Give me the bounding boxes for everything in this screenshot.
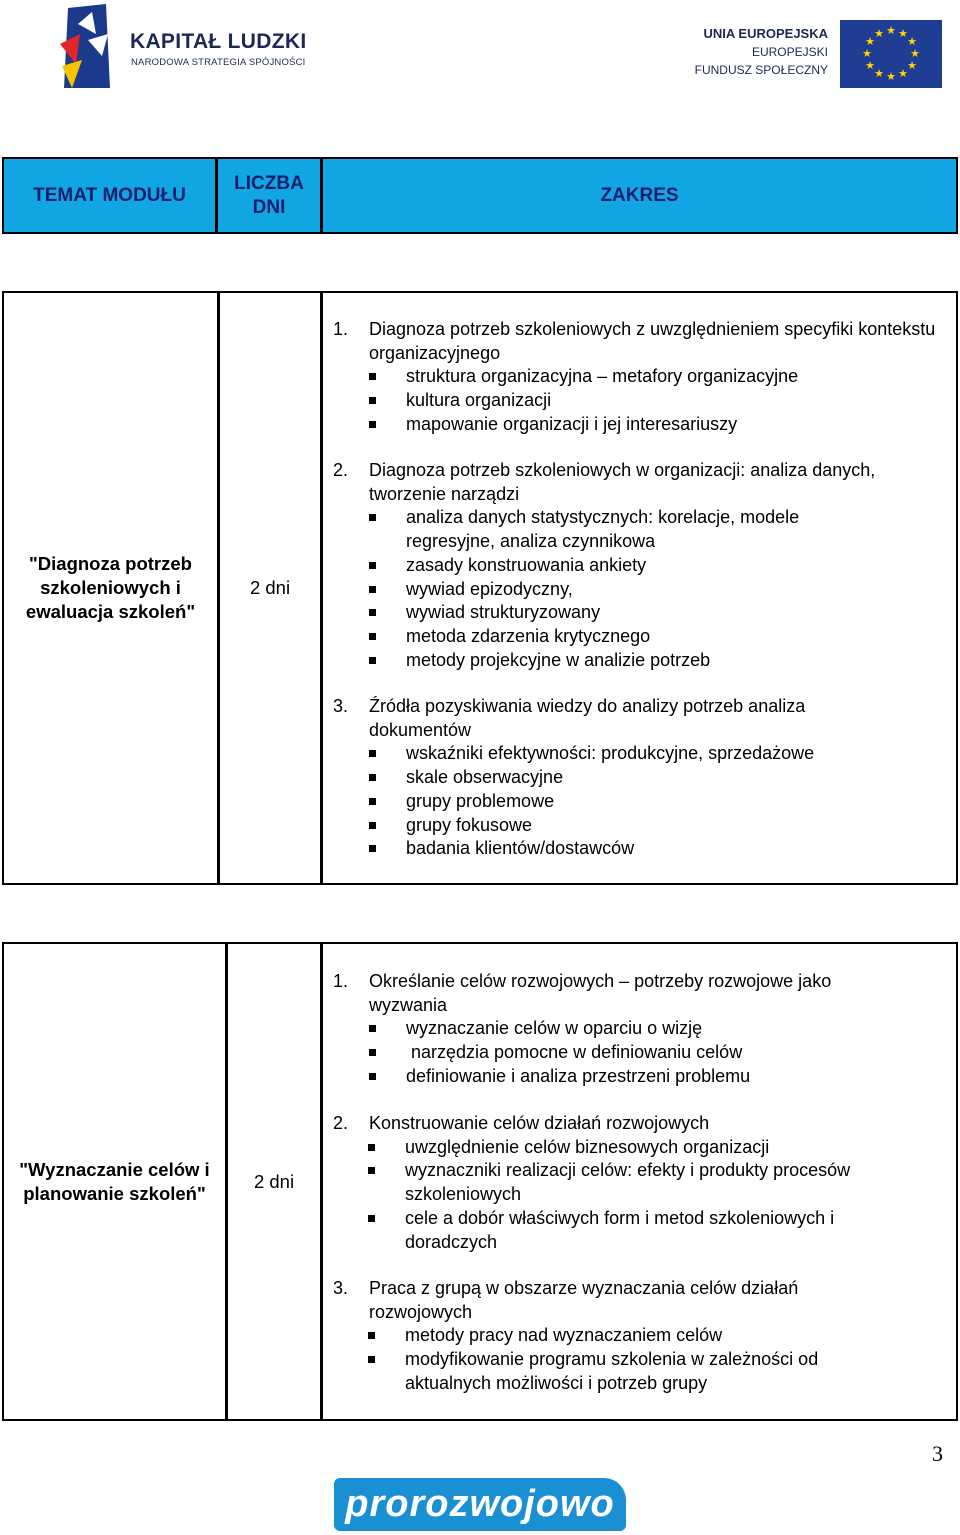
header-scope: ZAKRES bbox=[600, 184, 679, 206]
list-item: wskaźniki efektywności: produkcyjne, sprzedażowe bbox=[369, 742, 953, 766]
list-item: skale obserwacyjne bbox=[369, 766, 953, 790]
section-number: 1. bbox=[333, 319, 349, 339]
module-days: 2 dni bbox=[253, 1170, 295, 1192]
logo-subtitle: NARODOWA STRATEGIA SPÓJNOŚCI bbox=[131, 57, 306, 68]
svg-text:★: ★ bbox=[874, 27, 884, 40]
list-item: metoda zdarzenia krytycznego bbox=[369, 625, 953, 649]
list-item: zasady konstruowania ankiety bbox=[369, 554, 953, 578]
section-items bbox=[333, 365, 953, 436]
section-number: 2. bbox=[333, 460, 349, 480]
module-table-2 bbox=[2, 942, 958, 1421]
list-item: struktura organizacyjna – metafory organizacyjne bbox=[369, 365, 953, 389]
list-item: metody projekcyjne w analizie potrzeb bbox=[369, 649, 953, 673]
list-item: analiza danych statystycznych: korelacje, modele regresyjne, analiza czynnikowa bbox=[369, 506, 866, 553]
section-items bbox=[333, 1136, 923, 1255]
svg-text:★: ★ bbox=[907, 59, 917, 72]
prorozwojowo-logo: prorozwojowo bbox=[334, 1478, 626, 1531]
column-divider bbox=[320, 944, 323, 1419]
module-table-1 bbox=[2, 291, 958, 885]
list-item: metody pracy nad wyznaczaniem celów bbox=[368, 1324, 923, 1348]
list-item: wyznaczniki realizacji celów: efekty i produkty procesów szkoleniowych bbox=[368, 1159, 923, 1206]
eu-flag-icon bbox=[840, 20, 942, 88]
svg-text:★: ★ bbox=[910, 47, 920, 60]
svg-text:★: ★ bbox=[886, 70, 896, 83]
section-items bbox=[333, 742, 953, 861]
eu-logo-line2: EUROPEJSKI bbox=[751, 45, 828, 59]
list-item: wyznaczanie celów w oparciu o wizję bbox=[369, 1017, 923, 1041]
kapital-ludzki-emblem-icon bbox=[58, 4, 118, 90]
section-items bbox=[333, 1324, 923, 1395]
list-item: grupy fokusowe bbox=[369, 814, 953, 838]
module-days: 2 dni bbox=[249, 577, 291, 598]
svg-text:★: ★ bbox=[865, 59, 875, 72]
section-title: Określanie celów rozwojowych – potrzeby rozwojowe jako wyzwania bbox=[369, 971, 832, 1015]
header-topic: TEMAT MODUŁU bbox=[33, 184, 186, 206]
section-number: 3. bbox=[333, 1278, 349, 1298]
scope-section bbox=[333, 1112, 923, 1254]
section-number: 1. bbox=[333, 971, 349, 991]
list-item: kultura organizacji bbox=[369, 389, 953, 413]
module-name: "Wyznaczanie celów i planowanie szkoleń" bbox=[19, 1158, 210, 1204]
section-title: Konstruowanie celów działań rozwojowych bbox=[369, 1113, 710, 1133]
list-item: uwzględnienie celów biznesowych organizacji bbox=[368, 1136, 923, 1160]
scope-section bbox=[333, 318, 953, 437]
list-item: definiowanie i analiza przestrzeni problemu bbox=[369, 1065, 923, 1089]
section-title: Źródła pozyskiwania wiedzy do analizy potrzeb analiza dokumentów bbox=[369, 696, 806, 740]
list-item: grupy problemowe bbox=[369, 790, 953, 814]
list-item: badania klientów/dostawców bbox=[369, 837, 953, 861]
logo-title: KAPITAŁ LUDZKI bbox=[130, 30, 307, 53]
eu-logo-line3: FUNDUSZ SPOŁECZNY bbox=[694, 63, 828, 77]
table-header bbox=[2, 157, 958, 234]
scope-section bbox=[333, 1277, 923, 1396]
section-title: Diagnoza potrzeb szkoleniowych w organizacji: analiza danych, tworzenie narządzi bbox=[369, 460, 876, 504]
list-item: narzędzia pomocne w definiowaniu celów bbox=[369, 1041, 923, 1065]
list-item: cele a dobór właściwych form i metod szkoleniowych i doradczych bbox=[368, 1207, 895, 1254]
list-item: wywiad epizodyczny, bbox=[369, 578, 953, 602]
section-items bbox=[333, 506, 953, 672]
scope-section bbox=[333, 970, 923, 1089]
section-title: Diagnoza potrzeb szkoleniowych z uwzględnieniem specyfiki kontekstu organizacyjnego bbox=[369, 319, 936, 363]
svg-text:★: ★ bbox=[886, 24, 896, 37]
column-divider bbox=[320, 293, 323, 883]
section-title: Praca z grupą w obszarze wyznaczania celów działań rozwojowych bbox=[369, 1278, 799, 1322]
kapital-ludzki-logo bbox=[58, 4, 328, 94]
svg-text:★: ★ bbox=[898, 67, 908, 80]
eu-logo bbox=[684, 20, 946, 92]
list-item: mapowanie organizacji i jej interesariuszy bbox=[369, 413, 953, 437]
module-name: "Diagnoza potrzeb szkoleniowych i ewaluacja szkoleń" bbox=[25, 553, 196, 622]
section-number: 2. bbox=[333, 1113, 349, 1133]
eu-logo-line1: UNIA EUROPEJSKA bbox=[703, 26, 828, 41]
scope-section bbox=[333, 695, 953, 861]
section-number: 3. bbox=[333, 696, 349, 716]
scope-section bbox=[333, 459, 953, 672]
svg-text:★: ★ bbox=[898, 27, 908, 40]
list-item: wywiad strukturyzowany bbox=[369, 601, 953, 625]
svg-text:★: ★ bbox=[874, 67, 884, 80]
svg-text:★: ★ bbox=[907, 35, 917, 48]
svg-text:★: ★ bbox=[865, 35, 875, 48]
header-days: LICZBA DNI bbox=[234, 172, 304, 218]
svg-text:★: ★ bbox=[862, 47, 872, 60]
list-item: modyfikowanie programu szkolenia w zależności od aktualnych możliwości i potrzeb grupy bbox=[368, 1348, 885, 1395]
page-number: 3 bbox=[932, 1441, 943, 1466]
section-items bbox=[333, 1017, 923, 1088]
